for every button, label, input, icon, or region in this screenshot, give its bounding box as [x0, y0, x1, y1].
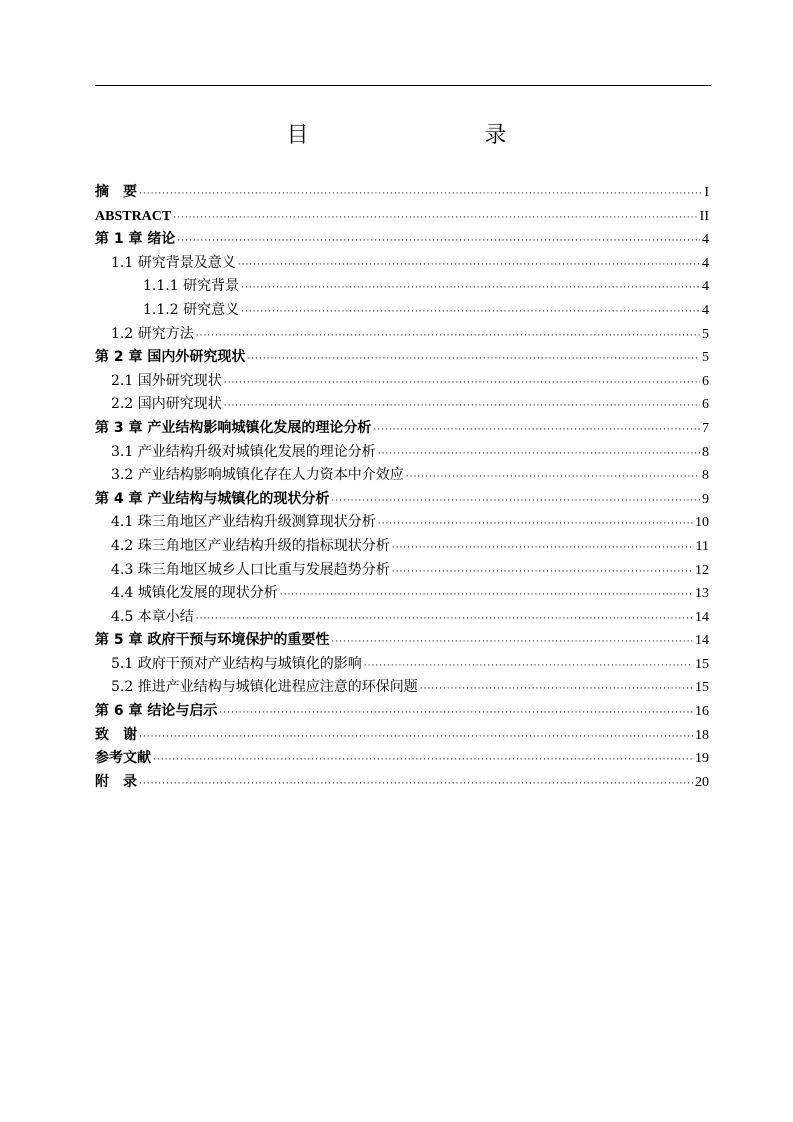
toc-leader-dots: [196, 608, 693, 632]
toc-page-number: 13: [695, 586, 709, 602]
toc-leader-dots: [238, 254, 700, 278]
toc-page-number: 14: [695, 609, 709, 625]
toc-entry-label: 2.1 国外研究现状: [111, 372, 222, 389]
toc-leader-dots: [139, 726, 693, 750]
toc-leader-dots: [196, 325, 700, 349]
toc-entry-label: 第 1 章 绪论: [95, 231, 176, 248]
toc-page-number: 18: [695, 727, 709, 743]
toc-entry[interactable]: [95, 676, 709, 700]
toc-entry-label: 1.2 研究方法: [111, 325, 194, 342]
toc-leader-dots: [224, 372, 700, 396]
toc-entry[interactable]: [95, 559, 709, 583]
toc-leader-dots: [153, 749, 693, 773]
toc-page-number: 10: [695, 515, 709, 531]
toc-leader-dots: [331, 631, 693, 655]
toc-entry-label: 第 5 章 政府干预与环境保护的重要性: [95, 632, 330, 649]
toc-page-number: 9: [702, 491, 709, 507]
toc-page-number: 15: [695, 680, 709, 696]
toc-entry-label: 3.2 产业结构影响城镇化存在人力资本中介效应: [111, 467, 404, 484]
toc-leader-dots: [219, 702, 693, 726]
toc-leader-dots: [280, 584, 693, 608]
toc-leader-dots: [173, 207, 697, 231]
toc-page-number: 4: [702, 255, 709, 271]
toc-entry[interactable]: [95, 275, 709, 299]
toc-entry-label: 2.2 国内研究现状: [111, 396, 222, 413]
toc-page-number: 8: [702, 468, 709, 484]
toc-leader-dots: [139, 183, 702, 207]
toc-entry[interactable]: [95, 700, 709, 724]
toc-entry-label: 3.1 产业结构升级对城镇化发展的理论分析: [111, 443, 376, 460]
toc-page-number: 6: [702, 397, 709, 413]
toc-page-number: 19: [695, 751, 709, 767]
toc-page-number: 4: [702, 302, 709, 318]
toc-entry-label: 第 3 章 产业结构影响城镇化发展的理论分析: [95, 419, 372, 436]
toc-entry[interactable]: [95, 441, 709, 465]
toc-entry[interactable]: [95, 417, 709, 441]
toc-entry-label: 1.1.1 研究背景: [143, 278, 240, 295]
toc-entry-label: 摘 要: [95, 184, 137, 200]
header-rule: [95, 85, 711, 86]
toc-entry[interactable]: [95, 323, 709, 347]
toc-entry[interactable]: [95, 606, 709, 630]
toc-page-number: 20: [695, 774, 709, 790]
toc-page-number: 8: [702, 444, 709, 460]
toc-leader-dots: [331, 490, 700, 514]
toc-entry[interactable]: [95, 629, 709, 653]
toc-entry-label: 第 4 章 产业结构与城镇化的现状分析: [95, 490, 330, 507]
toc-entry-label: 4.5 本章小结: [111, 608, 194, 625]
toc-page-number: 6: [702, 373, 709, 389]
toc-entry[interactable]: [95, 299, 709, 323]
toc-entry[interactable]: [95, 582, 709, 606]
toc-entry-label: 1.1.2 研究意义: [143, 301, 240, 318]
toc-leader-dots: [392, 561, 693, 585]
toc-leader-dots: [241, 301, 700, 325]
toc-entry-label: ABSTRACT: [95, 208, 172, 224]
toc-leader-dots: [392, 537, 694, 561]
toc-entry[interactable]: [95, 488, 709, 512]
toc-page-number: 11: [695, 538, 709, 554]
toc-page-number: 14: [695, 633, 709, 649]
toc-leader-dots: [406, 466, 700, 490]
toc-entry[interactable]: [95, 771, 709, 795]
toc-page-number: 4: [702, 279, 709, 295]
toc-entry[interactable]: [95, 346, 709, 370]
toc-leader-dots: [373, 419, 700, 443]
toc-page-number: 16: [695, 704, 709, 720]
toc-leader-dots: [247, 348, 700, 372]
toc-entry-label: 4.2 珠三角地区产业结构升级的指标现状分析: [111, 537, 390, 554]
toc-entry[interactable]: [95, 370, 709, 394]
toc-leader-dots: [364, 655, 693, 679]
toc-entry[interactable]: [95, 724, 709, 748]
toc-leader-dots: [224, 395, 700, 419]
toc-entry-label: 4.4 城镇化发展的现状分析: [111, 585, 278, 602]
toc-entry-label: 致 谢: [95, 726, 137, 743]
toc-page-number: 12: [695, 562, 709, 578]
toc-leader-dots: [378, 443, 700, 467]
toc-entry[interactable]: [95, 252, 709, 276]
toc-entry-label: 4.3 珠三角地区城乡人口比重与发展趋势分析: [111, 561, 390, 578]
toc-page-number: II: [699, 208, 709, 224]
toc-page-number: 4: [702, 232, 709, 248]
toc-entry-label: 第 2 章 国内外研究现状: [95, 349, 246, 366]
toc-entry-label: 5.1 政府干预对产业结构与城镇化的影响: [111, 655, 362, 672]
toc-leader-dots: [139, 773, 693, 797]
table-of-contents: [95, 181, 709, 794]
toc-entry[interactable]: [95, 393, 709, 417]
toc-leader-dots: [420, 678, 693, 702]
page-title: 目 录: [286, 123, 551, 148]
toc-entry-label: 参考文献: [95, 750, 151, 767]
toc-entry[interactable]: [95, 181, 709, 205]
toc-page-number: I: [704, 185, 709, 200]
toc-entry-label: 附 录: [95, 773, 137, 790]
toc-leader-dots: [378, 513, 693, 537]
toc-entry-label: 5.2 推进产业结构与城镇化进程应注意的环保问题: [111, 679, 418, 696]
toc-entry[interactable]: [95, 511, 709, 535]
toc-entry[interactable]: [95, 205, 709, 229]
toc-entry-label: 第 6 章 结论与启示: [95, 703, 218, 720]
toc-leader-dots: [241, 277, 700, 301]
toc-page-number: 7: [702, 420, 709, 436]
toc-entry-label: 4.1 珠三角地区产业结构升级测算现状分析: [111, 514, 376, 531]
toc-entry[interactable]: [95, 464, 709, 488]
toc-entry[interactable]: [95, 747, 709, 771]
toc-page-number: 5: [702, 350, 709, 366]
toc-page-number: 15: [695, 656, 709, 672]
toc-leader-dots: [177, 230, 700, 254]
toc-page-number: 5: [702, 326, 709, 342]
toc-entry[interactable]: [95, 228, 709, 252]
toc-entry[interactable]: [95, 535, 709, 559]
toc-entry-label: 1.1 研究背景及意义: [111, 254, 236, 271]
toc-entry[interactable]: [95, 653, 709, 677]
